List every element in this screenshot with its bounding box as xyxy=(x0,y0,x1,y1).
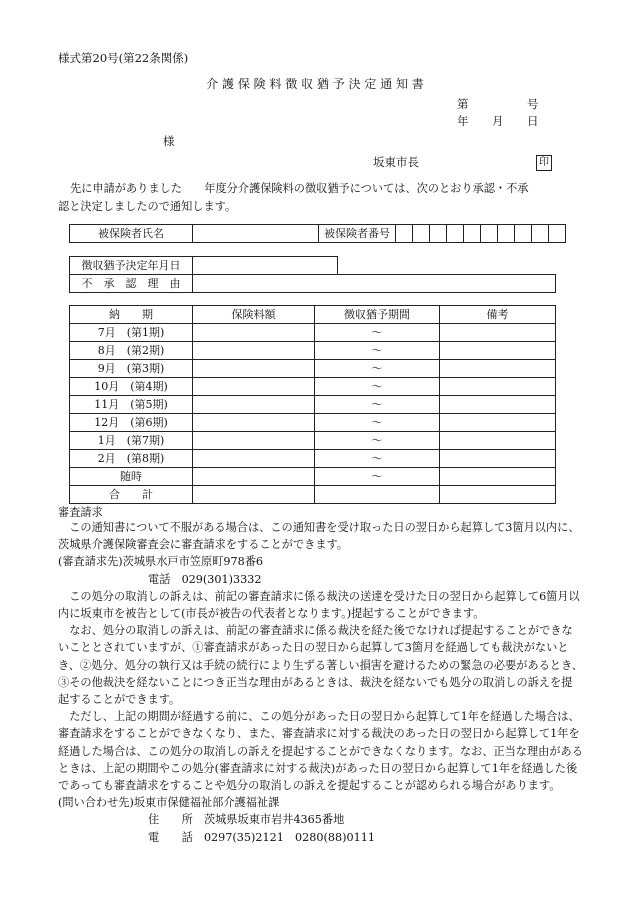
row-period: 随時 xyxy=(70,468,193,486)
row-period: 2月 (第8期) xyxy=(70,450,193,468)
appeal-paragraph-1: この通知書について不服がある場合は、この通知書を受け取った日の翌日から起算して3箇月以内に、茨城県介護保険審査会に審査請求をすることができます。 xyxy=(58,521,580,552)
premium-cell[interactable] xyxy=(193,414,315,432)
inquiry-phone: 電 話 0297(35)2121 0280(88)0111 xyxy=(148,830,375,844)
issuer: 坂東市長 xyxy=(373,155,419,169)
row-period: 8月 (第2期) xyxy=(70,342,193,360)
total-label: 合 計 xyxy=(70,486,193,504)
appeal-phone: 電話 029(301)3332 xyxy=(148,572,262,586)
table-row xyxy=(70,360,556,378)
insured-number-digit[interactable] xyxy=(464,225,481,243)
insured-info-table xyxy=(69,224,566,243)
insured-number-digit[interactable] xyxy=(481,225,498,243)
row-period: 7月 (第1期) xyxy=(70,324,193,342)
table-row xyxy=(70,342,556,360)
header-remarks: 備考 xyxy=(440,306,556,324)
insured-name-label: 被保険者氏名 xyxy=(70,225,193,243)
table-row xyxy=(70,414,556,432)
remarks-cell[interactable] xyxy=(440,486,556,504)
date-day: 日 xyxy=(527,114,539,128)
remarks-cell[interactable] xyxy=(440,324,556,342)
deferral-range[interactable]: ～ xyxy=(315,432,440,450)
rejection-reason-field[interactable] xyxy=(193,275,556,293)
intro-line-2: 認と決定しましたので通知します。 xyxy=(58,200,237,213)
document-title: 介 護 保 険 料 徴 収 猶 予 決 定 通 知 書 xyxy=(206,77,424,91)
intro-line-1: 先に申請がありました 年度分介護保険料の徴収猶予については、次のとおり承認・不承 xyxy=(70,182,529,195)
premium-cell[interactable] xyxy=(193,432,315,450)
deferral-range[interactable] xyxy=(315,486,440,504)
premium-cell[interactable] xyxy=(193,324,315,342)
deferral-range[interactable]: ～ xyxy=(315,324,440,342)
header-premium: 保険料額 xyxy=(193,306,315,324)
insured-number-digit[interactable] xyxy=(515,225,532,243)
premium-cell[interactable] xyxy=(193,378,315,396)
deferral-range[interactable]: ～ xyxy=(315,414,440,432)
premium-cell[interactable] xyxy=(193,468,315,486)
remarks-cell[interactable] xyxy=(440,396,556,414)
header-deferral-period: 徴収猶予期間 xyxy=(315,306,440,324)
insured-number-digit[interactable] xyxy=(447,225,464,243)
remarks-cell[interactable] xyxy=(440,360,556,378)
insured-number-label: 被保険者番号 xyxy=(319,225,396,243)
row-period: 9月 (第3期) xyxy=(70,360,193,378)
row-period: 1月 (第7期) xyxy=(70,432,193,450)
remarks-cell[interactable] xyxy=(440,468,556,486)
doc-number-label: 第 xyxy=(457,97,469,111)
table-row xyxy=(70,468,556,486)
table-row xyxy=(70,486,556,504)
table-row xyxy=(70,396,556,414)
deferral-range[interactable]: ～ xyxy=(315,342,440,360)
schedule-table xyxy=(69,305,556,504)
appeal-destination: (審査請求先)茨城県水戸市笠原町978番6 xyxy=(58,555,264,569)
header-due-period: 納 期 xyxy=(70,306,193,324)
doc-number-suffix: 号 xyxy=(527,97,539,111)
appeal-section xyxy=(58,519,583,846)
decision-table xyxy=(69,256,556,293)
remarks-cell[interactable] xyxy=(440,378,556,396)
deferral-range[interactable]: ～ xyxy=(315,396,440,414)
rejection-reason-label: 不 承 認 理 由 xyxy=(70,275,193,293)
premium-cell[interactable] xyxy=(193,396,315,414)
deferral-range[interactable]: ～ xyxy=(315,468,440,486)
deferral-range[interactable]: ～ xyxy=(315,450,440,468)
decision-date-label: 徴収猶予決定年月日 xyxy=(70,257,193,275)
inquiry-address: 住 所 茨城県坂東市岩井4365番地 xyxy=(148,813,345,827)
appeal-paragraph-3: なお、処分の取消しの訴えは、前記の審査請求に係る裁決を経た後でなければ提起することができないこととされていますが、①審査請求があった日の翌日から起算して3箇月を経過しても裁決がないとき、②処分、処分の執行又は手続の続行により生ずる著しい損害を避けるための緊急の必要があるとき、③その他裁決を経ないことにつき正当な理由があるときは、裁決を経ないでも処分の取消しの訴えを提起することができます。 xyxy=(58,624,583,707)
appeal-heading: 審査請求 xyxy=(58,506,103,519)
premium-cell[interactable] xyxy=(193,450,315,468)
addressee-suffix: 様 xyxy=(163,134,175,148)
deferral-range[interactable]: ～ xyxy=(315,378,440,396)
decision-date-field[interactable] xyxy=(193,257,338,275)
form-number: 様式第20号(第22条関係) xyxy=(58,51,189,65)
insured-number-digit[interactable] xyxy=(549,225,566,243)
date-month: 月 xyxy=(492,114,504,128)
insured-number-digit[interactable] xyxy=(430,225,447,243)
remarks-cell[interactable] xyxy=(440,432,556,450)
deferral-range[interactable]: ～ xyxy=(315,360,440,378)
table-row xyxy=(70,324,556,342)
remarks-cell[interactable] xyxy=(440,450,556,468)
table-row xyxy=(70,378,556,396)
row-period: 12月 (第6期) xyxy=(70,414,193,432)
remarks-cell[interactable] xyxy=(440,342,556,360)
appeal-paragraph-2: この処分の取消しの訴えは、前記の審査請求に係る裁決の送達を受けた日の翌日から起算して6箇月以内に坂東市を被告として(市長が被告の代表者となります。)提起することができます。 xyxy=(58,589,580,621)
premium-cell[interactable] xyxy=(193,342,315,360)
insured-name-field[interactable] xyxy=(193,225,319,243)
table-row xyxy=(70,450,556,468)
premium-total-cell[interactable] xyxy=(193,486,315,504)
inquiry-heading: (問い合わせ先)坂東市保健福祉部介護福祉課 xyxy=(58,796,280,810)
insured-number-digit[interactable] xyxy=(396,225,413,243)
insured-number-digit[interactable] xyxy=(532,225,549,243)
seal-mark: 印 xyxy=(536,155,552,171)
row-period: 10月 (第4期) xyxy=(70,378,193,396)
date-year: 年 xyxy=(457,114,469,128)
table-row xyxy=(70,432,556,450)
insured-number-digit[interactable] xyxy=(413,225,430,243)
row-period: 11月 (第5期) xyxy=(70,396,193,414)
appeal-paragraph-4: ただし、上記の期間が経過する前に、この処分があった日の翌日から起算して1年を経過した場合は、審査請求をすることができなくなり、また、審査請求に対する裁決のあった日の翌日から起算して1年を経過した場合は、この処分の取消しの訴えを提起することができなくなります。なお、正当な理由があるときは、上記の期間やこの処分(審査請求に対する裁決)があった日の翌日から起算して1年を経過した後であっても審査請求をすることや処分の取消しの訴えを提起することが認められる場合があります。 xyxy=(58,710,583,793)
remarks-cell[interactable] xyxy=(440,414,556,432)
premium-cell[interactable] xyxy=(193,360,315,378)
insured-number-digit[interactable] xyxy=(498,225,515,243)
